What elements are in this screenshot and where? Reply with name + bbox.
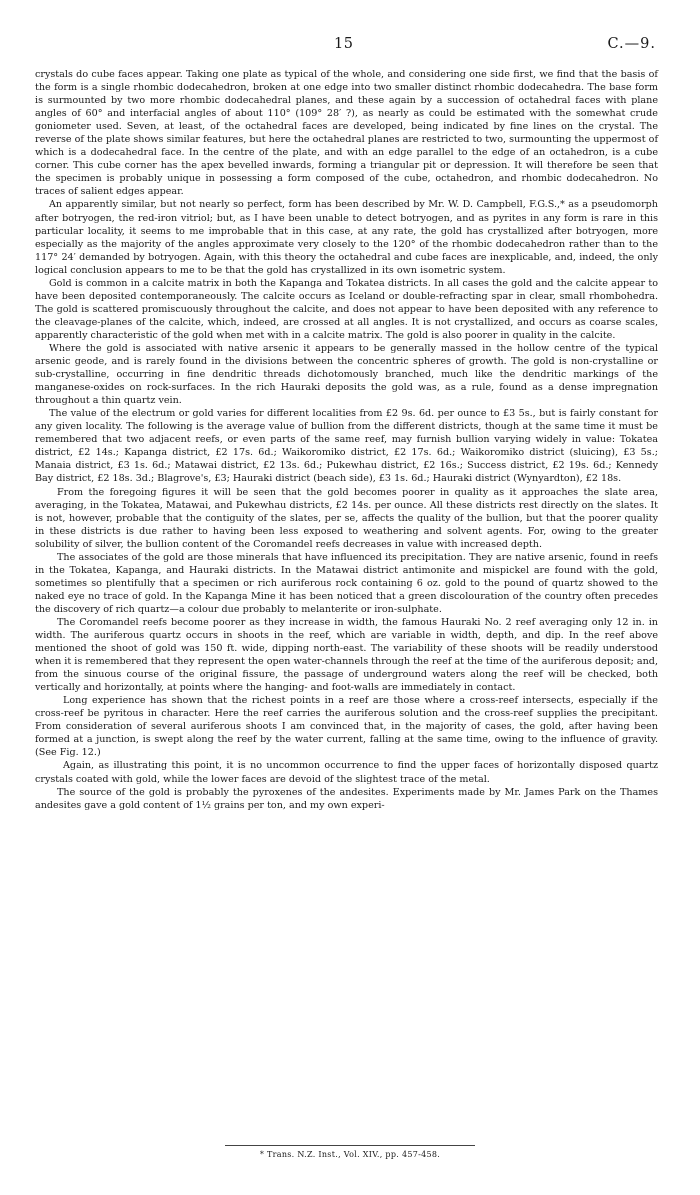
page-number: 15 xyxy=(334,36,354,52)
footnote: * Trans. N.Z. Inst., Vol. XIV., pp. 457-458. xyxy=(259,1150,441,1159)
paragraph-slate-area: From the foregoing figures it will be seen that the gold becomes poorer in quality as it approaches the slate area, averaging, in the Tokatea, Matawai, and Pukewhau districts, £2 14s. per ounce. All these districts rest directly on the slates. It is not, however, probable that the contiguity of the slates, per se, affects the quality of the bullion, but that the poorer quality in these districts is due rather to having been less exposed to weathering and solvent agents. For, owing to the greater solubility of silver, the bullion content of the Coromandel reefs decreases in value with increased depth. xyxy=(35,486,658,550)
page-header xyxy=(0,36,700,56)
footnote-rule xyxy=(225,1145,475,1146)
paragraph-source: The source of the gold is probably the pyroxenes of the andesites. Experiments made by Mr. James Park on the Thames andesites gave a gold content of 1½ grains per ton, and my own experi- xyxy=(35,786,658,811)
paragraph-associates: The associates of the gold are those minerals that have influenced its precipitation. They are native arsenic, found in reefs in the Tokatea, Kapanga, and Hauraki districts. In the Matawai district antimonite and mispickel are found with the gold, sometimes so plentifully that a specimen or rich auriferous rock containing 6 oz. gold to the pound of quartz showed to the naked eye no trace of gold. In the Kapanga Mine it has been noticed that a green discolouration of the country often precedes the discovery of rich quartz—a colour due probably to melanterite or iron-sulphate. xyxy=(35,551,658,615)
body-text xyxy=(35,68,658,812)
paragraph-crystal-form: crystals do cube faces appear. Taking one plate as typical of the whole, and considering one side first, we find that the basis of the form is a single rhombic dodecahedron, broken at one edge into two smaller distinct rhombic dodecahedra. The base form is surmounted by two more rhombic dodecahedral planes, and these again by a succession of octahedral faces with plane angles of 60° and interfacial angles of about 110° (109° 28′ ?), as nearly as could be estimated with the somewhat crude goniometer used. Seven, at least, of the octahedral faces are developed, being indicated by fine lines on the crystal. The reverse of the plate shows similar features, but here the octahedral planes are restricted to two, surmounting the uppermost of which is a dodecahedral face. In the centre of the plate, and with an edge parallel to the edge of an octahedron, is a cube corner. This cube corner has the apex bevelled inwards, forming a triangular pit or depression. It will therefore be seen that the specimen is probably unique in possessing a form composed of the cube, octahedron, and rhombic dodecahedron. No traces of salient edges appear. xyxy=(35,69,658,198)
paragraph-botryogen: An apparently similar, but not nearly so perfect, form has been described by Mr. W. D. Campbell, F.G.S.,* as a pseudomorph after botryogen, the red-iron vitriol; but, as I have been unable to detect botryogen, and as pyrites in any form is rare in this particular locality, it seems to me improbable that in this case, at any rate, the gold has crystallized after botryogen, more especially as the majority of the angles approximate very closely to the 120° of the rhombic dodecahedron rather than to the 117° 24′ demanded by botryogen. Again, with this theory the octahedral and cube faces are inexplicable, and, indeed, the only logical conclusion appears to me to be that the gold has crystallized in its own isometric system. xyxy=(35,199,658,276)
paragraph-quartz-crystals: Again, as illustrating this point, it is no uncommon occurrence to find the upper faces of horizontally disposed quartz crystals coated with gold, while the lower faces are devoid of the slightest trace of the metal. xyxy=(35,760,658,785)
section-code: C.—9. xyxy=(607,36,656,52)
paragraph-arsenic: Where the gold is associated with native arsenic it appears to be generally massed in the hollow centre of the typical arsenic geode, and is rarely found in the divisions between the concentric spheres of growth. The gold is non-crystalline or sub-crystalline, occurring in fine dendritic threads dichotomously branched, much like the dendritic markings of the manganese-oxides on rock-surfaces. In the rich Hauraki deposits the gold was, as a rule, found as a dense impregnation throughout a thin quartz vein. xyxy=(35,342,658,407)
paragraph-reef-width: The Coromandel reefs become poorer as they increase in width, the famous Hauraki No. 2 reef averaging only 12 in. in width. The auriferous quartz occurs in shoots in the reef, which are variable in width, depth, and dip. In the reef above mentioned the shoot of gold was 150 ft. wide, dipping north-east. The variability of these shoots will be readily understood when it is remembered that they represent the open water-channels through the reef at the time of the auriferous deposit; and, from the sinuous course of the original fissure, the passage of underground waters along the reef will be checked, both vertically and horizontally, at points where the hanging- and foot-walls are immediately in contact. xyxy=(35,616,658,694)
paragraph-calcite: Gold is common in a calcite matrix in both the Kapanga and Tokatea districts. In all cases the gold and the calcite appear to have been deposited contemporaneously. The calcite occurs as Iceland or double-refracting spar in clear, small rhombohedra. The gold is scattered promiscuously throughout the calcite, and does not appear to have been deposited with any reference to the cleavage-planes of the calcite, which, indeed, are crossed at all angles. It is not crystallized, and occurs as coarse scales, apparently characteristic of the gold when met with in a calcite matrix. The gold is also poorer in quality in the calcite. xyxy=(35,277,658,341)
paragraph-bullion-value: The value of the electrum or gold varies for different localities from £2 9s. 6d. per ounce to £3 5s., but is fairly constant for any given locality. The following is the average value of bullion from the different districts, though at the same time it must be remembered that two adjacent reefs, or even parts of the same reef, may furnish bullion varying widely in value: Tokatea district, £2 14s.; Kapanga district, £2 17s. 6d.; Waikoromiko district, £2 17s. 6d.; Waikoromiko district (sluicing), £3 5s.; Manaia district, £3 1s. 6d.; Matawai district, £2 13s. 6d.; Pukewhau district, £2 16s.; Success district, £2 19s. 6d.; Kennedy Bay district, £2 18s. 3d.; Blagrove's, £3; Hauraki district (beach side), £3 1s. 6d.; Hauraki district (Wynyardton), £2 18s. xyxy=(35,408,658,485)
paragraph-cross-reef: Long experience has shown that the richest points in a reef are those where a cross-reef intersects, especially if the cross-reef be pyritous in character. Here the reef carries the auriferous solution and the cross-reef supplies the precipitant. From consideration of several auriferous shoots I am convinced that, in the majority of cases, the gold, after having been formed at a junction, is swept along the reef by the water current, falling at the same time, owing to the influence of gravity. (See Fig. 12.) xyxy=(35,695,658,759)
